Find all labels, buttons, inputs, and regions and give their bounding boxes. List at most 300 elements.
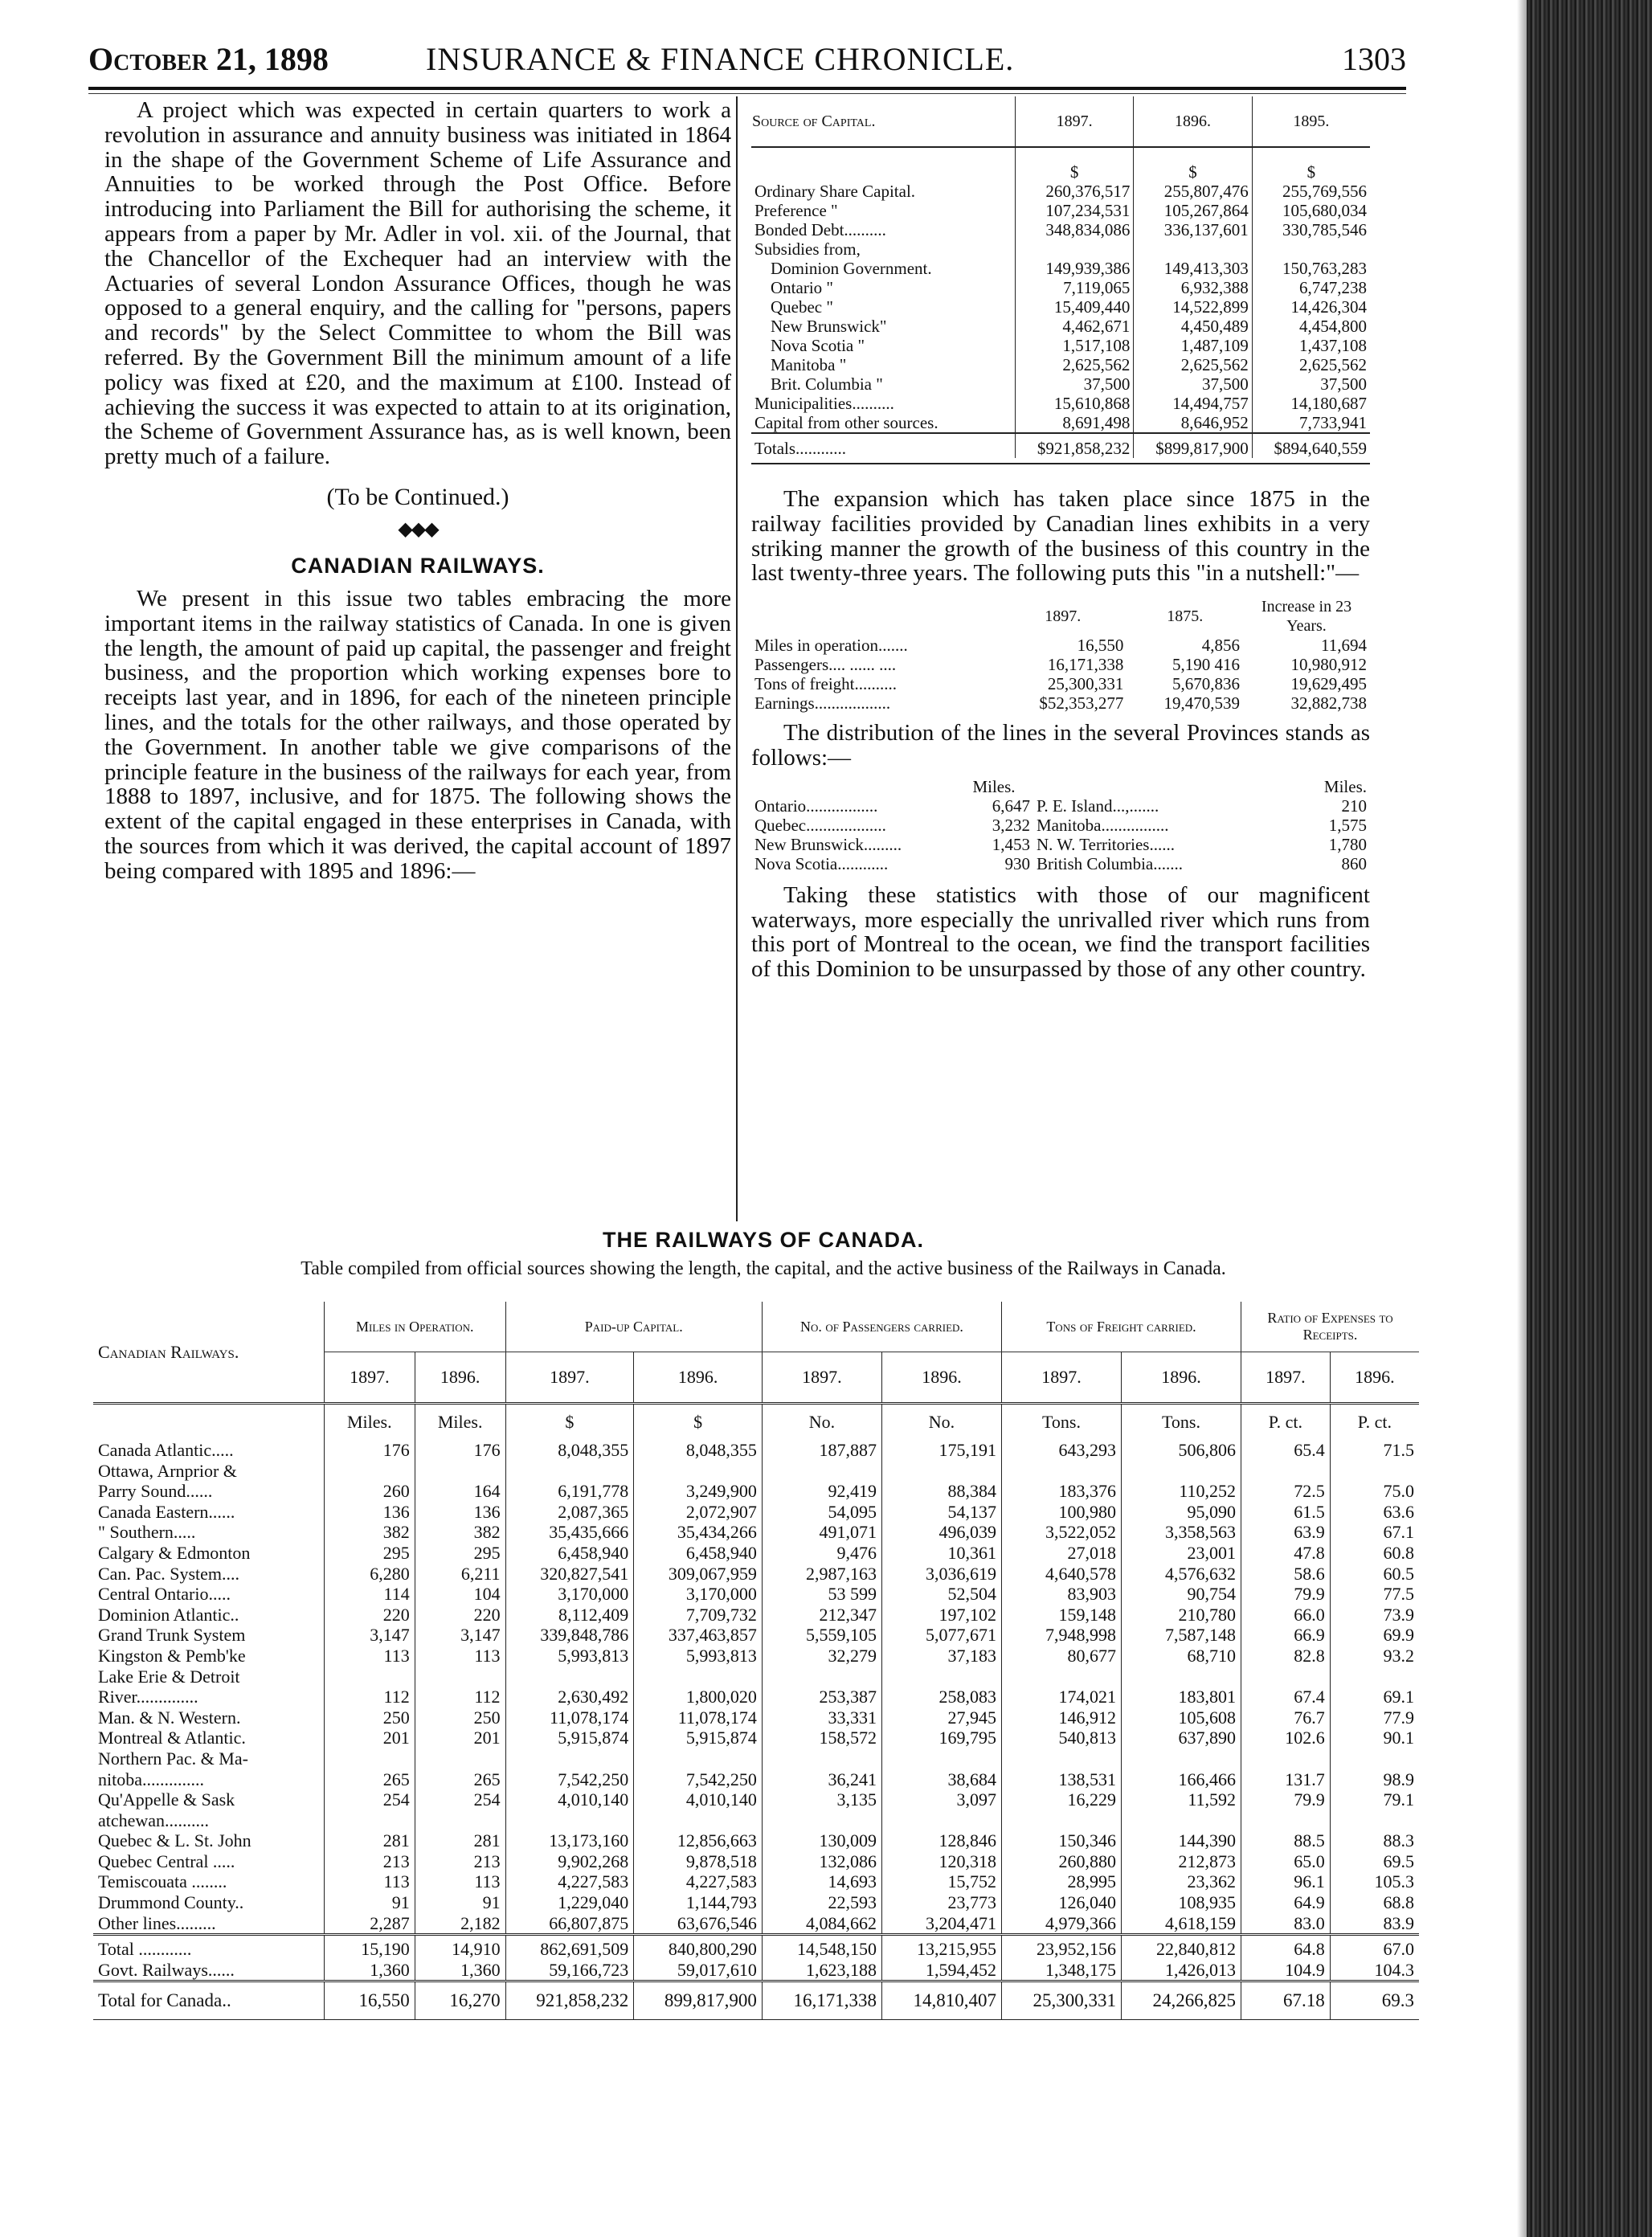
railway-cell: 258,083 (881, 1687, 1001, 1707)
capital-row (751, 355, 1370, 374)
railway-cell: 4,084,662 (762, 1913, 881, 1935)
railway-grand-total-row (93, 1981, 1419, 2020)
railway-cell: 66.9 (1241, 1625, 1331, 1646)
railway-cell: 2,182 (415, 1913, 505, 1935)
province-row (751, 796, 1370, 816)
capital-value-v95: 14,426,304 (1252, 297, 1370, 317)
paragraph-expansion: The expansion which has taken place since 1875 in the railway facilities provided by Canadian lines exhibits in a very striking manner the growth of the business of this country in the last twenty-three years. The following puts this "in a nutshell:"— (751, 486, 1370, 587)
capital-value-v97 (1016, 239, 1134, 259)
railway-cell: 2,987,163 (762, 1564, 881, 1585)
province-miles: 1,453 (992, 834, 1030, 854)
page-number: 1303 (1342, 41, 1406, 77)
railway-cell: 67.4 (1241, 1687, 1331, 1707)
railway-cell: 174,021 (1001, 1687, 1121, 1707)
column-divider (736, 96, 738, 1221)
province-miles: 1,575 (1328, 815, 1367, 835)
railway-cell: 176 (415, 1440, 505, 1461)
railway-name: Canada Eastern...... (98, 1501, 235, 1522)
railway-cell: 16,171,338 (762, 1981, 881, 2020)
province-miles: 3,232 (992, 815, 1030, 835)
railway-cell: 79.1 (1330, 1789, 1419, 1810)
railway-cell: 5,993,813 (505, 1646, 634, 1667)
railway-cell: 79.9 (1241, 1789, 1331, 1810)
railway-cell: 2,072,907 (634, 1502, 763, 1523)
capital-value-v97: 7,119,065 (1016, 278, 1134, 297)
railway-cell: 53 599 (762, 1584, 881, 1605)
railway-cell (505, 1461, 634, 1482)
railway-cell: 281 (324, 1830, 415, 1851)
capital-total-1897: $921,858,232 (1016, 433, 1134, 458)
railway-cell: 120,318 (881, 1851, 1001, 1872)
railway-cell: 112 (415, 1687, 505, 1707)
railway-cell: 52,504 (881, 1584, 1001, 1605)
railway-cell: 38,684 (881, 1769, 1001, 1790)
railway-cell (1121, 1810, 1241, 1831)
railway-cell: 104 (415, 1584, 505, 1605)
province-miles: 6,647 (992, 795, 1030, 816)
railway-cell: 92,419 (762, 1481, 881, 1502)
capital-row (751, 394, 1370, 413)
railway-row (93, 1913, 1419, 1935)
railway-cell: 169,795 (881, 1728, 1001, 1748)
unit-label: Miles. (324, 1404, 415, 1441)
railway-cell (634, 1667, 763, 1687)
province-name: New Brunswick......... (754, 834, 902, 854)
railway-row (93, 1810, 1419, 1831)
railway-cell: 113 (415, 1871, 505, 1892)
capital-value-v96: 1,487,109 (1134, 336, 1252, 355)
railway-cell: 164 (415, 1481, 505, 1502)
province-row (751, 816, 1370, 835)
railway-cell: 90,754 (1121, 1584, 1241, 1605)
capital-source-label: New Brunswick" (771, 317, 887, 336)
railway-cell (634, 1748, 763, 1769)
railway-cell: 90.1 (1330, 1728, 1419, 1748)
comparison-value: 19,470,539 (1163, 693, 1240, 714)
railway-cell: 9,902,268 (505, 1851, 634, 1872)
railway-total-row (93, 1935, 1419, 1960)
railway-cell: 7,948,998 (1001, 1625, 1121, 1646)
unit-label: No. (881, 1404, 1001, 1441)
railway-cell: 1,800,020 (634, 1687, 763, 1707)
railways-table-wrap (93, 1302, 1419, 2020)
railway-name: Montreal & Atlantic. (98, 1728, 246, 1748)
comparison-value: 5,670,836 (1172, 674, 1240, 694)
railway-cell: 108,935 (1121, 1892, 1241, 1913)
railway-cell: 6,280 (324, 1564, 415, 1585)
railway-cell: 4,010,140 (505, 1789, 634, 1810)
railway-cell: 113 (324, 1871, 415, 1892)
capital-row (751, 413, 1370, 433)
railway-name: Central Ontario..... (98, 1584, 231, 1605)
railway-cell (1241, 1748, 1331, 1769)
railway-cell: 91 (415, 1892, 505, 1913)
year-header: 1897. (1001, 1352, 1121, 1404)
railway-cell: 183,376 (1001, 1481, 1121, 1502)
capital-value-v96: 8,646,952 (1134, 413, 1252, 433)
capital-row (751, 259, 1370, 278)
capital-value-v97: 1,517,108 (1016, 336, 1134, 355)
railway-cell: 506,806 (1121, 1440, 1241, 1461)
railway-cell (1001, 1667, 1121, 1687)
railway-cell: 58.6 (1241, 1564, 1331, 1585)
issue-date: October 21, 1898 (88, 41, 329, 77)
railway-name: " Southern..... (98, 1522, 196, 1543)
capital-total-1895: $894,640,559 (1252, 433, 1370, 458)
railway-cell: 159,148 (1001, 1605, 1121, 1626)
railway-cell: 10,361 (881, 1543, 1001, 1564)
railway-cell (1241, 1667, 1331, 1687)
year-header: 1896. (634, 1352, 763, 1404)
railway-cell: 7,709,732 (634, 1605, 763, 1626)
railway-cell: 4,227,583 (634, 1871, 763, 1892)
province-miles: 860 (1341, 853, 1367, 873)
railway-cell: 66,807,875 (505, 1913, 634, 1935)
railway-total-row (93, 1960, 1419, 1981)
capital-sources-table (751, 96, 1370, 458)
railway-cell: 637,890 (1121, 1728, 1241, 1748)
railway-cell (1241, 1810, 1331, 1831)
railway-cell: 166,466 (1121, 1769, 1241, 1790)
comparison-value: 4,856 (1201, 636, 1240, 656)
railway-cell (762, 1667, 881, 1687)
railway-cell: 66.0 (1241, 1605, 1331, 1626)
capital-row (751, 336, 1370, 355)
railway-cell: 104.3 (1330, 1960, 1419, 1981)
railway-cell: 22,593 (762, 1892, 881, 1913)
railway-cell: 28,995 (1001, 1871, 1121, 1892)
capital-row (751, 374, 1370, 394)
capital-value-v97: 107,234,531 (1016, 201, 1134, 220)
railway-cell: 13,215,955 (881, 1935, 1001, 1960)
railway-cell: 3,097 (881, 1789, 1001, 1810)
paragraph-waterways: Taking these statistics with those of our magnificent waterways, more especially the unrivalled river which runs from this port of Montreal to the ocean, we find the transport facilities of this Dominion to be unsurpassed by those of any other country. (751, 881, 1370, 983)
railway-cell: 83.0 (1241, 1913, 1331, 1935)
capital-value-v96: 105,267,864 (1134, 201, 1252, 220)
railway-cell: 126,040 (1001, 1892, 1121, 1913)
railway-cell: 59,166,723 (505, 1960, 634, 1981)
railway-cell: 13,173,160 (505, 1830, 634, 1851)
railway-cell: 88,384 (881, 1481, 1001, 1502)
railway-cell (1330, 1748, 1419, 1769)
capital-value-v95: 330,785,546 (1252, 220, 1370, 239)
railway-cell: 11,078,174 (505, 1707, 634, 1728)
province-name: Ontario................. (754, 795, 878, 816)
railway-name: River.............. (98, 1687, 198, 1707)
railway-cell: 3,358,563 (1121, 1522, 1241, 1543)
railway-cell: 113 (324, 1646, 415, 1667)
railway-cell: 8,048,355 (505, 1440, 634, 1461)
railway-cell: 16,270 (415, 1981, 505, 2020)
right-column (751, 96, 1370, 982)
comparison-header-1897: 1897. (1045, 607, 1082, 626)
province-name: N. W. Territories...... (1037, 834, 1175, 854)
railway-cell: 491,071 (762, 1522, 881, 1543)
capital-source-label: Subsidies from, (754, 239, 861, 259)
railway-cell: 64.8 (1241, 1935, 1331, 1960)
unit-label: P. ct. (1330, 1404, 1419, 1441)
railway-cell: 6,211 (415, 1564, 505, 1585)
railway-name: Other lines......... (98, 1912, 216, 1933)
railway-cell: 60.5 (1330, 1564, 1419, 1585)
capital-source-label: Bonded Debt.......... (754, 220, 886, 239)
capital-value-v95: 150,763,283 (1252, 259, 1370, 278)
unit-label: $ (505, 1404, 634, 1441)
railway-cell: 3,204,471 (881, 1913, 1001, 1935)
railway-cell: 3,170,000 (505, 1584, 634, 1605)
railway-cell: 295 (324, 1543, 415, 1564)
capital-row (751, 201, 1370, 220)
railway-name: Northern Pac. & Ma- (98, 1748, 248, 1769)
railway-cell (1330, 1667, 1419, 1687)
paragraph-canadian-railways: We present in this issue two tables embracing the more important items in the railway statistics of Canada. In one is given the length, the amount of paid up capital, the passenger and freight business, and the proportion which working expenses bore to receipts last year, and in 1896, for each of the nineteen principle lines, and the totals for the other railways, and those operated by the Government. In another table we give comparisons of the principle feature in the business of the railways for each year, from 1888 to 1897, inclusive, and for 1875. The following shows the extent of the capital engaged in these enterprises in Canada, with the sources from which it was derived, the capital account of 1897 being compared with 1895 and 1896:— (104, 585, 731, 884)
comparison-label: Passengers.... ...... .... (754, 655, 897, 675)
railway-cell: 128,846 (881, 1830, 1001, 1851)
capital-value-v97: 260,376,517 (1016, 182, 1134, 201)
railway-cell: 281 (415, 1830, 505, 1851)
provinces-unit: Miles. (972, 776, 1016, 796)
railway-cell: 114 (324, 1584, 415, 1605)
year-header: 1896. (1121, 1352, 1241, 1404)
comparison-label: Earnings.................. (754, 693, 891, 714)
capital-source-label: Municipalities.......... (754, 394, 894, 413)
header-rule (88, 87, 1406, 90)
comparison-row (751, 674, 1370, 693)
railway-cell: 840,800,290 (634, 1935, 763, 1960)
railway-cell: 80,677 (1001, 1646, 1121, 1667)
railway-cell: 16,550 (324, 1981, 415, 2020)
currency-sign: $ (1016, 147, 1134, 182)
railway-cell: 65.0 (1241, 1851, 1331, 1872)
capital-value-v97: 8,691,498 (1016, 413, 1134, 433)
railway-cell: 23,952,156 (1001, 1935, 1121, 1960)
railway-cell: 15,190 (324, 1935, 415, 1960)
railway-row (93, 1789, 1419, 1810)
railway-row (93, 1707, 1419, 1728)
railway-cell: 113 (415, 1646, 505, 1667)
capital-value-v95: 6,747,238 (1252, 278, 1370, 297)
railway-cell: 3,522,052 (1001, 1522, 1121, 1543)
capital-row (751, 220, 1370, 239)
year-header: 1897. (505, 1352, 634, 1404)
railway-row (93, 1871, 1419, 1892)
section-title: CANADIAN RAILWAYS. (291, 553, 545, 578)
railway-cell: 63.6 (1330, 1502, 1419, 1523)
railway-cell (1121, 1461, 1241, 1482)
railway-cell: 5,915,874 (505, 1728, 634, 1748)
railway-cell: 65.4 (1241, 1440, 1331, 1461)
capital-source-label: Ontario " (771, 278, 833, 297)
railway-cell: 7,542,250 (634, 1769, 763, 1790)
railway-name: Temiscouata ........ (98, 1871, 227, 1892)
railway-name: Total for Canada.. (93, 1981, 324, 2020)
comparison-value: 16,171,338 (1047, 655, 1124, 675)
capital-value-v96: 14,522,899 (1134, 297, 1252, 317)
capital-value-v95: 14,180,687 (1252, 394, 1370, 413)
railway-cell: 14,548,150 (762, 1935, 881, 1960)
capital-source-label: Preference " (754, 201, 838, 220)
railway-cell: 9,878,518 (634, 1851, 763, 1872)
railway-cell: 22,840,812 (1121, 1935, 1241, 1960)
railway-cell: 112 (324, 1687, 415, 1707)
railway-cell: 93.2 (1330, 1646, 1419, 1667)
currency-sign: $ (1252, 147, 1370, 182)
railway-cell: 138,531 (1001, 1769, 1121, 1790)
capital-header-1897: 1897. (1016, 96, 1134, 147)
railway-cell: 54,137 (881, 1502, 1001, 1523)
railway-cell: 6,458,940 (634, 1543, 763, 1564)
railway-row (93, 1892, 1419, 1913)
railway-cell: 100,980 (1001, 1502, 1121, 1523)
railway-cell: 1,229,040 (505, 1892, 634, 1913)
railway-cell (881, 1810, 1001, 1831)
railway-cell: 496,039 (881, 1522, 1001, 1543)
capital-value-v95 (1252, 239, 1370, 259)
capital-source-label: Quebec " (771, 297, 833, 317)
railway-cell (634, 1461, 763, 1482)
railway-cell: 5,559,105 (762, 1625, 881, 1646)
capital-total-label: Totals............ (751, 433, 1016, 458)
province-row (751, 835, 1370, 854)
railway-cell: 96.1 (1241, 1871, 1331, 1892)
railway-cell: 1,348,175 (1001, 1960, 1121, 1981)
railway-cell: 32,279 (762, 1646, 881, 1667)
railway-row (93, 1625, 1419, 1646)
railway-cell: 83,903 (1001, 1584, 1121, 1605)
capital-row (751, 297, 1370, 317)
year-header: 1897. (1241, 1352, 1331, 1404)
capital-value-v96: 37,500 (1134, 374, 1252, 394)
railway-cell: 8,048,355 (634, 1440, 763, 1461)
railway-cell: 8,112,409 (505, 1605, 634, 1626)
capital-source-label: Nova Scotia " (771, 336, 865, 355)
capital-value-v95: 105,680,034 (1252, 201, 1370, 220)
railway-row (93, 1461, 1419, 1482)
railway-cell: 24,266,825 (1121, 1981, 1241, 2020)
province-row (751, 854, 1370, 873)
capital-source-label: Manitoba " (771, 355, 847, 374)
railway-cell: 337,463,857 (634, 1625, 763, 1646)
railway-cell (324, 1748, 415, 1769)
capital-value-v96: 6,932,388 (1134, 278, 1252, 297)
railway-row (93, 1502, 1419, 1523)
railway-cell: 899,817,900 (634, 1981, 763, 2020)
railway-cell: 27,945 (881, 1707, 1001, 1728)
railway-cell: 98.9 (1330, 1769, 1419, 1790)
railway-cell: 102.6 (1241, 1728, 1331, 1748)
to-be-continued: (To be Continued.) (326, 483, 509, 510)
railway-cell: 131.7 (1241, 1769, 1331, 1790)
railway-cell: 320,827,541 (505, 1564, 634, 1585)
railway-cell: 176 (324, 1440, 415, 1461)
railway-cell: 250 (324, 1707, 415, 1728)
capital-value-v95: 1,437,108 (1252, 336, 1370, 355)
railway-cell: 130,009 (762, 1830, 881, 1851)
railway-cell: 921,858,232 (505, 1981, 634, 2020)
paragraph-distribution: The distribution of the lines in the several Provinces stands as follows:— (751, 720, 1370, 771)
railway-cell (881, 1748, 1001, 1769)
railway-cell: 136 (324, 1502, 415, 1523)
railway-cell: 3,249,900 (634, 1481, 763, 1502)
railway-cell: 265 (324, 1769, 415, 1790)
railway-name: Qu'Appelle & Sask (98, 1789, 235, 1810)
comparison-table (751, 597, 1370, 713)
railway-cell: 201 (415, 1728, 505, 1748)
capital-value-v96: 149,413,303 (1134, 259, 1252, 278)
comparison-row (751, 636, 1370, 655)
capital-header-source: Source of Capital. (751, 96, 1016, 147)
comparison-label: Tons of freight.......... (754, 674, 898, 694)
railways-of-canada-table (93, 1302, 1419, 2020)
railway-cell: 67.0 (1330, 1935, 1419, 1960)
railway-cell: 213 (415, 1851, 505, 1872)
capital-value-v95: 255,769,556 (1252, 182, 1370, 201)
journal-title: INSURANCE & FINANCE CHRONICLE. (426, 41, 1015, 77)
railway-cell: 212,873 (1121, 1851, 1241, 1872)
railway-name: nitoba.............. (98, 1769, 204, 1789)
capital-total-1896: $899,817,900 (1134, 433, 1252, 458)
provinces-table (751, 777, 1370, 873)
railway-cell (762, 1810, 881, 1831)
railway-cell: 2,087,365 (505, 1502, 634, 1523)
railway-cell: 146,912 (1001, 1707, 1121, 1728)
railway-cell: 295 (415, 1543, 505, 1564)
railway-cell: 1,360 (324, 1960, 415, 1981)
railway-cell: 75.0 (1330, 1481, 1419, 1502)
capital-row (751, 239, 1370, 259)
year-header: 1896. (1330, 1352, 1419, 1404)
railway-cell: 183,801 (1121, 1687, 1241, 1707)
railway-name: Calgary & Edmonton (98, 1542, 251, 1563)
railway-cell (324, 1461, 415, 1482)
railway-cell: 3,170,000 (634, 1584, 763, 1605)
railway-cell: 187,887 (762, 1440, 881, 1461)
railway-cell: 265 (415, 1769, 505, 1790)
railway-row (93, 1748, 1419, 1769)
province-miles: 210 (1341, 795, 1367, 816)
railway-cell (1001, 1461, 1121, 1482)
railway-cell: 150,346 (1001, 1830, 1121, 1851)
year-header: 1896. (881, 1352, 1001, 1404)
railway-cell: 210,780 (1121, 1605, 1241, 1626)
provinces-unit: Miles. (1323, 776, 1367, 796)
railway-name: Can. Pac. System.... (98, 1563, 239, 1584)
railway-cell: 67.18 (1241, 1981, 1331, 2020)
railway-cell: 1,360 (415, 1960, 505, 1981)
railway-cell (1241, 1461, 1331, 1482)
railway-cell: 862,691,509 (505, 1935, 634, 1960)
railway-cell: 220 (415, 1605, 505, 1626)
railway-cell: 35,434,266 (634, 1522, 763, 1543)
capital-value-v97: 348,834,086 (1016, 220, 1134, 239)
railway-name: Total ............ (93, 1935, 324, 1960)
capital-value-v97: 15,409,440 (1016, 297, 1134, 317)
railway-cell: 3,036,619 (881, 1564, 1001, 1585)
railway-cell: 3,135 (762, 1789, 881, 1810)
capital-value-v96: 2,625,562 (1134, 355, 1252, 374)
railway-name: Parry Sound...... (98, 1481, 213, 1502)
railway-cell: 4,227,583 (505, 1871, 634, 1892)
railway-name: Dominion Atlantic.. (98, 1604, 239, 1625)
railway-row (93, 1851, 1419, 1872)
railway-cell: 158,572 (762, 1728, 881, 1748)
railway-cell: 69.1 (1330, 1687, 1419, 1707)
railway-cell: 14,810,407 (881, 1981, 1001, 2020)
comparison-value: 5,190 416 (1172, 655, 1240, 675)
capital-value-v97: 15,610,868 (1016, 394, 1134, 413)
railway-cell: 5,993,813 (634, 1646, 763, 1667)
group-passengers: No. of Passengers carried. (762, 1302, 1001, 1352)
